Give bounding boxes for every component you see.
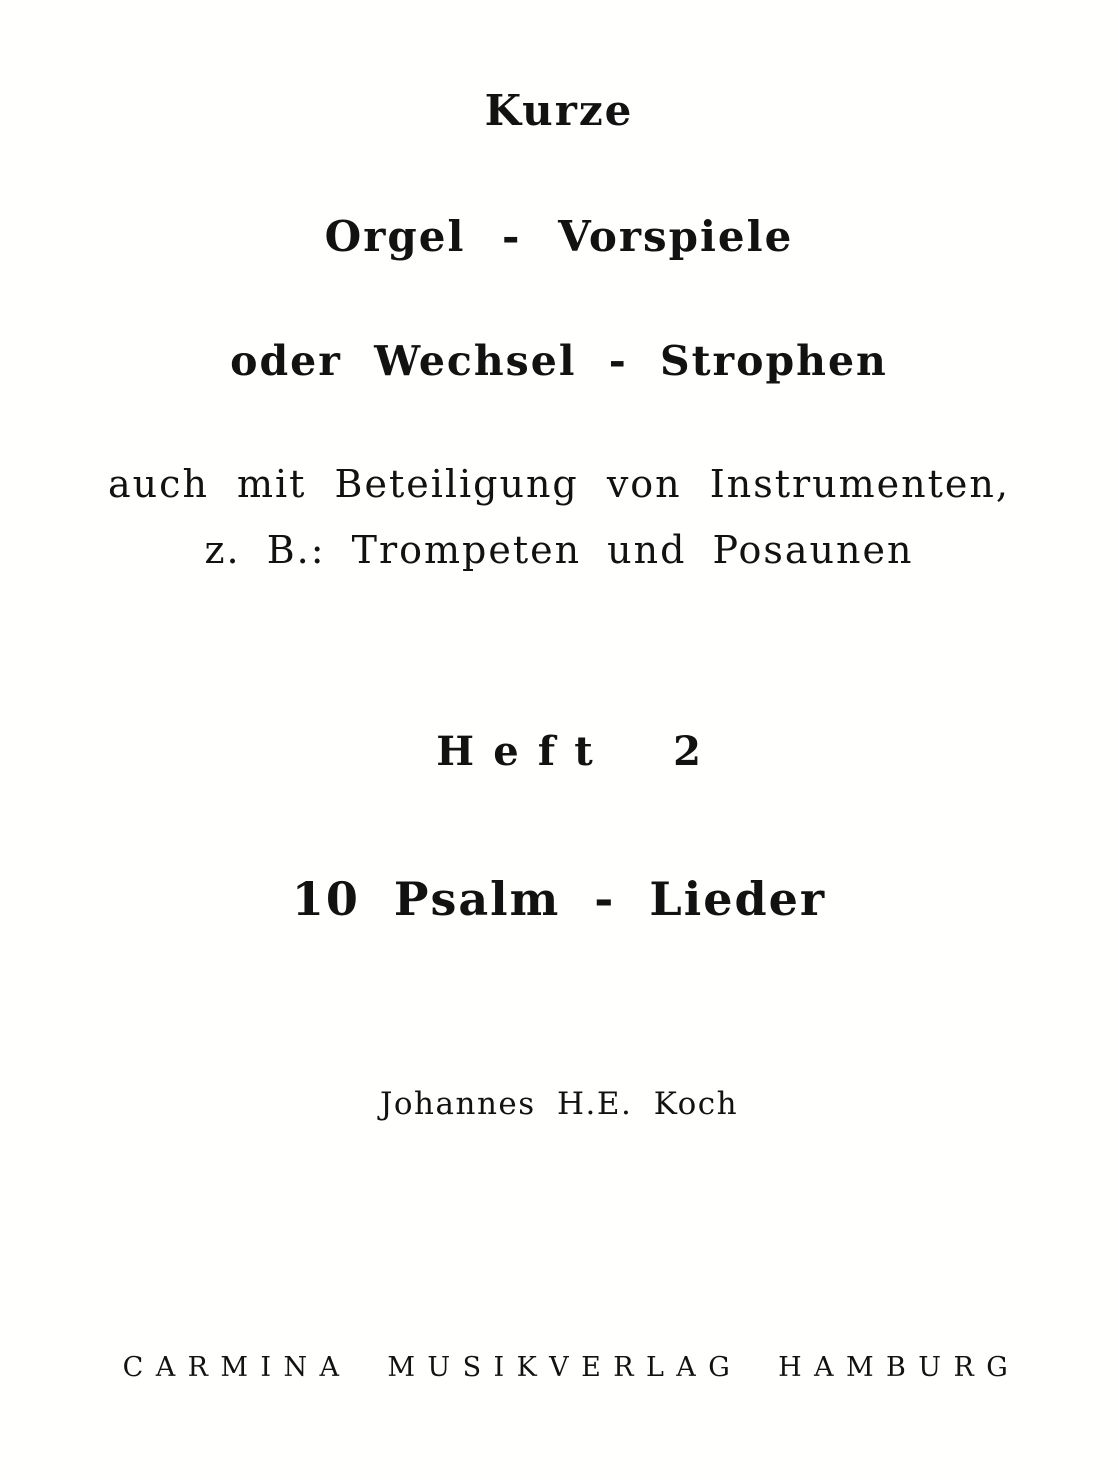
volume-title: 10 Psalm - Lieder — [291, 872, 827, 926]
instrumentation-line-2: z. B.: Trompeten und Posaunen — [204, 528, 914, 572]
publisher-imprint: CARMINA MUSIKVERLAG HAMBURG — [122, 1352, 1021, 1383]
composer-name: Johannes H.E. Koch — [379, 1086, 739, 1122]
series-pretitle: Kurze — [484, 86, 634, 135]
series-subtitle: oder Wechsel - Strophen — [230, 337, 888, 385]
volume-number: Heft 2 — [436, 728, 721, 775]
series-title: Orgel - Vorspiele — [324, 212, 794, 261]
instrumentation-line-1: auch mit Beteiligung von Instrumenten, — [108, 462, 1010, 506]
